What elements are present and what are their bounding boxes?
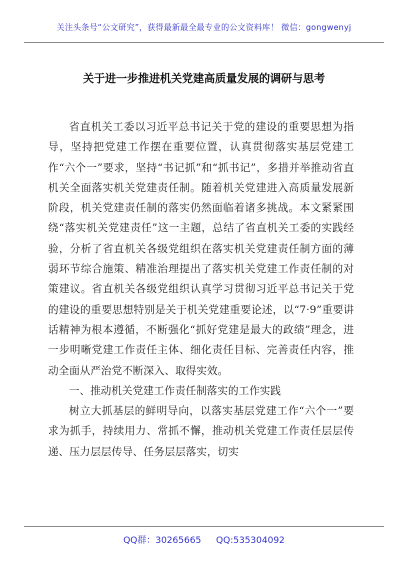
body-paragraph: 树立大抓基层的鲜明导向，以落实基层党建工作“六个一”要求为抓手，持续用力、常抓不懈，推动机关党建工作责任层层传递、压力层层传导、任务层层落实，切实 — [48, 405, 354, 458]
header-banner: 关注头条号“公文研究”，获得最新最全最专业的公文资料库！ 微信：gongwenyj — [56, 23, 352, 32]
section-heading: 一、推动机关党建工作责任制落实的工作实践 — [69, 384, 281, 397]
footer-qq-group: QQ群：30265665 — [123, 536, 202, 546]
footer — [24, 533, 384, 546]
footer-divider — [24, 526, 384, 527]
document-title: 关于进一步推进机关党建高质量发展的调研与思考 — [83, 72, 325, 85]
body-paragraph: 省直机关工委以习近平总书记关于党的建设的重要思想为指导，坚持把党建工作摆在重要位置，认真贯彻落实基层党建工作“六个一”要求，坚持“书记抓”和“抓书记”，多措并举推动省直机关全面落实机关党建责任制。随着机关党建进入高质量发展新阶段，机关党建责任制的落实仍然面临着诸多挑战。本文紧紧围绕“落实机关党建责任”这一主题，总结了省直机关工委的实践经验，分析了省直机关各级党组织在落实机关党建责任制方面的薄弱环节综合施策、精准治理提出了落实机关党建工作责任制的对策建议。省直机关各级党组织认真学习贯彻习近平总书记关于党的建设的重要思想特别是关于机关党建重要论述，以“7·9”重要讲话精神为根本遵循，不断强化“抓好党建是最大的政绩”理念，进一步明晰党建工作责任主体、细化责任目标、完善责任内容，推动全面从严治党不断深入、取得实效。 — [48, 121, 354, 377]
footer-qq-number: QQ:535304092 — [216, 536, 285, 546]
header-divider — [24, 42, 384, 43]
document-body — [48, 117, 354, 462]
